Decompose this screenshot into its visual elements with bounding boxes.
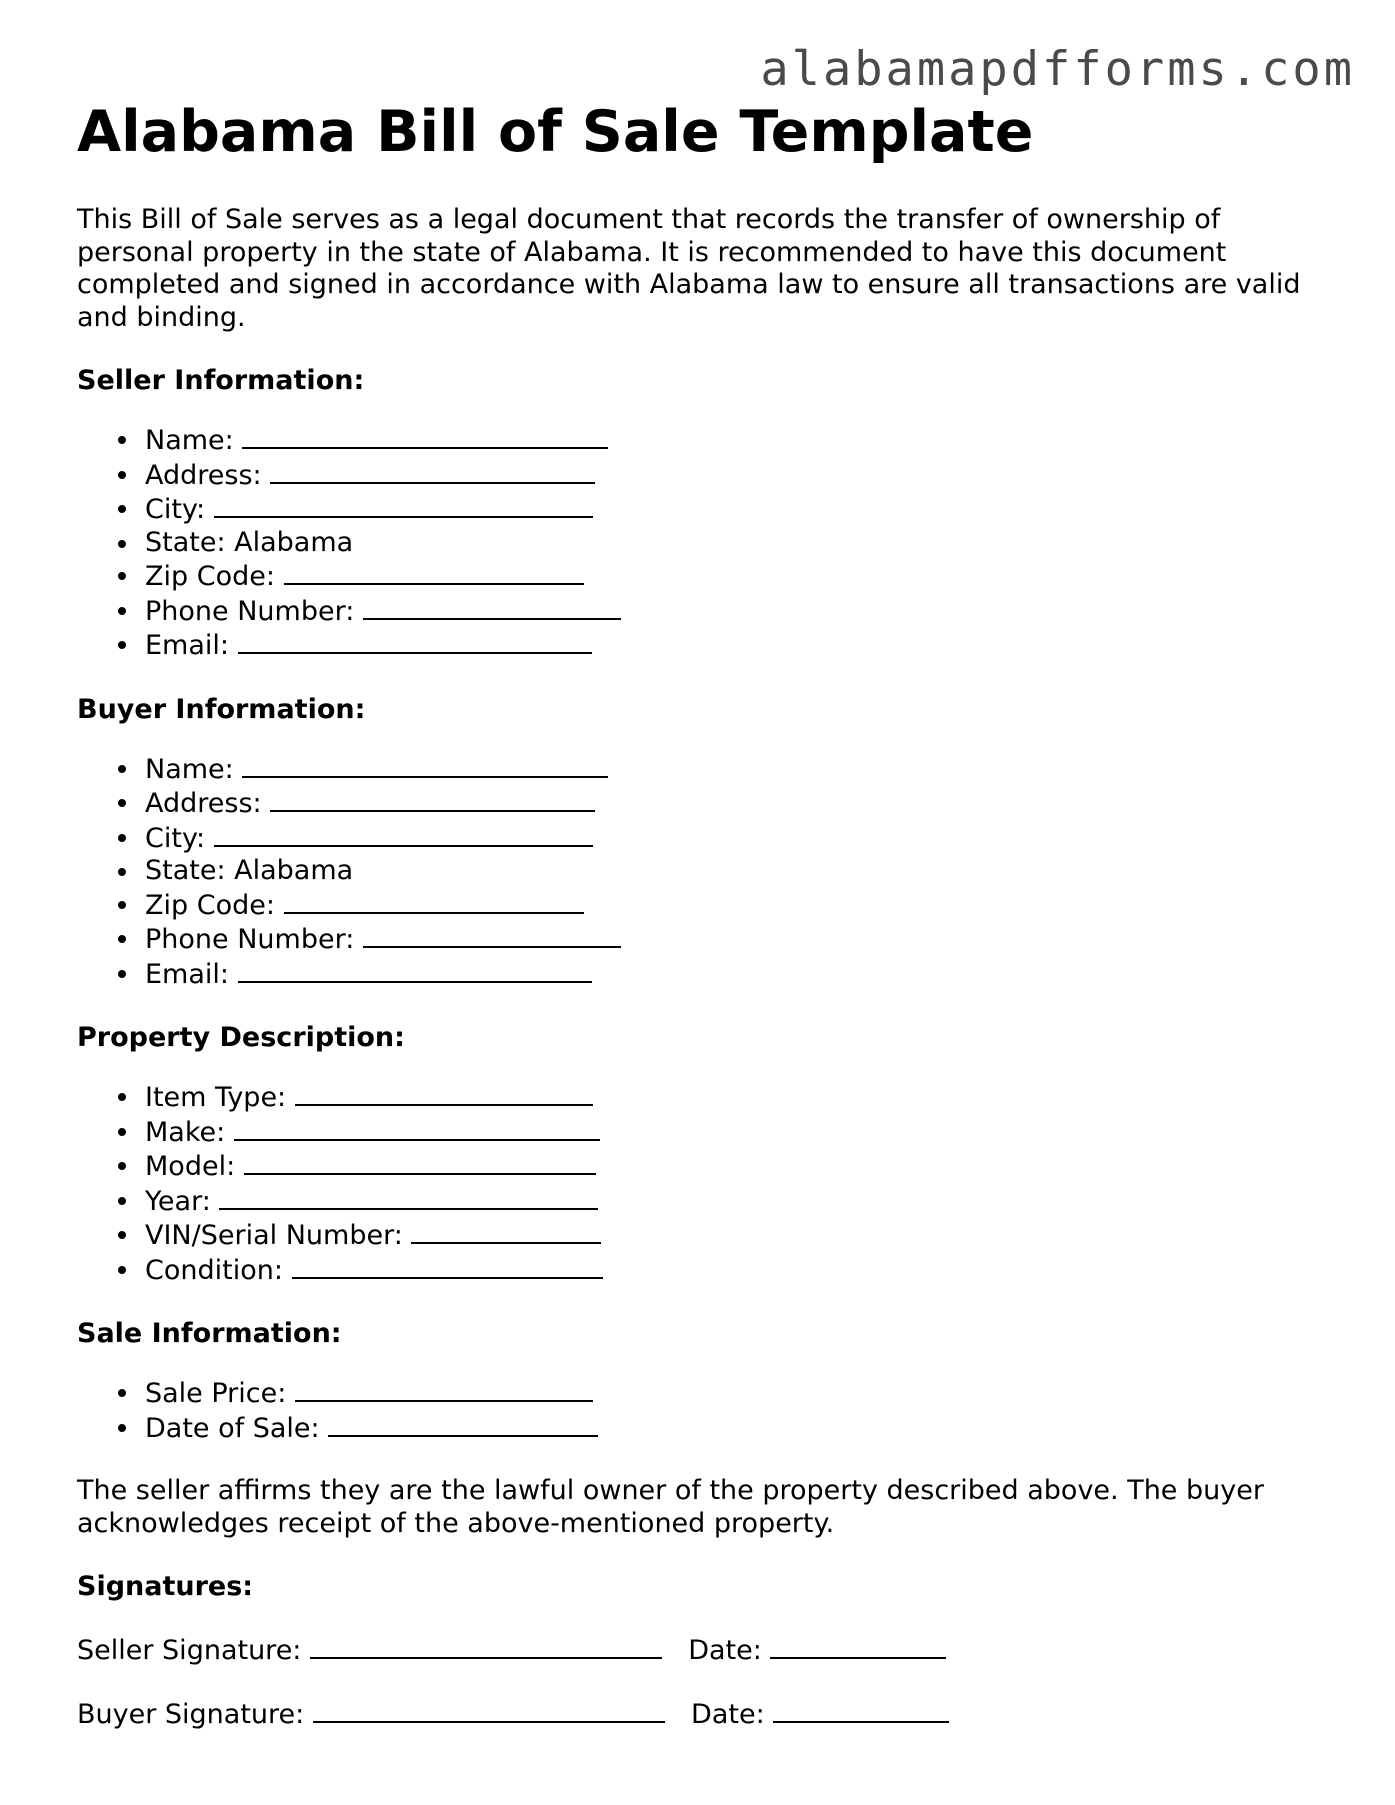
seller-zip-field	[145, 559, 1337, 594]
seller-address-blank[interactable]	[270, 458, 595, 484]
seller-name-blank[interactable]	[242, 423, 608, 449]
field-label: Year:	[145, 1185, 211, 1217]
property-make-field	[145, 1115, 1337, 1150]
seller-name-field	[145, 423, 1337, 458]
document-title: Alabama Bill of Sale Template	[77, 99, 1034, 165]
seller-address-field	[145, 458, 1337, 493]
buyer-fields-list	[77, 752, 1337, 992]
property-section-heading: Property Description:	[77, 1022, 405, 1053]
buyer-name-blank[interactable]	[242, 752, 608, 778]
field-label: Address:	[145, 788, 262, 819]
buyer-city-blank[interactable]	[214, 821, 593, 847]
buyer-email-blank[interactable]	[238, 957, 592, 983]
seller-date-blank[interactable]	[770, 1633, 946, 1659]
field-label: State: Alabama	[145, 855, 354, 886]
field-label: Phone Number:	[145, 595, 355, 627]
buyer-name-field	[145, 752, 1337, 787]
seller-date-label: Date:	[688, 1635, 762, 1666]
sale-price-blank[interactable]	[295, 1376, 593, 1402]
seller-fields-list	[77, 423, 1337, 663]
property-vin-field	[145, 1218, 1337, 1253]
buyer-email-field	[145, 957, 1337, 992]
buyer-phone-field	[145, 922, 1337, 957]
field-label: Name:	[145, 753, 234, 785]
buyer-signature-label: Buyer Signature:	[77, 1699, 305, 1730]
buyer-date-blank[interactable]	[773, 1697, 949, 1723]
buyer-address-blank[interactable]	[270, 786, 595, 812]
seller-phone-blank[interactable]	[363, 594, 621, 620]
property-fields-list	[77, 1080, 1337, 1287]
field-label: Zip Code:	[145, 889, 275, 921]
field-label: Condition:	[145, 1254, 283, 1286]
property-condition-field	[145, 1253, 1337, 1288]
buyer-zip-blank[interactable]	[284, 888, 584, 914]
seller-city-blank[interactable]	[214, 492, 593, 518]
sale-date-field	[145, 1411, 1337, 1446]
field-label: Item Type:	[145, 1082, 287, 1113]
field-label: Phone Number:	[145, 924, 355, 955]
seller-state-field	[145, 527, 1337, 560]
sale-section-heading: Sale Information:	[77, 1318, 342, 1349]
buyer-section-heading: Buyer Information:	[77, 693, 366, 725]
seller-city-field	[145, 492, 1337, 527]
buyer-signature-line	[77, 1697, 1337, 1731]
field-label: Sale Price:	[145, 1378, 287, 1409]
field-label: Email:	[145, 630, 230, 661]
field-label: State: Alabama	[145, 526, 354, 558]
buyer-date-label: Date:	[691, 1699, 765, 1730]
property-model-field	[145, 1149, 1337, 1184]
sale-price-field	[145, 1376, 1337, 1411]
seller-email-blank[interactable]	[238, 628, 592, 654]
ownership-statement: The seller affirms they are the lawful owner of the property described above. The buyer acknowledges receipt of the above-mentioned property.	[77, 1475, 1264, 1539]
field-label: Name:	[145, 425, 234, 456]
property-item-type-blank[interactable]	[295, 1080, 593, 1106]
property-year-field	[145, 1184, 1337, 1219]
buyer-city-field	[145, 821, 1337, 856]
sale-fields-list	[77, 1376, 1337, 1445]
field-label: Email:	[145, 958, 230, 990]
buyer-state-field	[145, 855, 1337, 888]
seller-zip-blank[interactable]	[284, 559, 584, 585]
seller-signature-line	[77, 1633, 1337, 1667]
signatures-section-heading: Signatures:	[77, 1571, 254, 1602]
seller-signature-label: Seller Signature:	[77, 1635, 302, 1666]
site-watermark: alabamapdfforms.com	[760, 42, 1355, 97]
property-make-blank[interactable]	[234, 1115, 600, 1141]
seller-email-field	[145, 628, 1337, 663]
bill-of-sale-document	[77, 96, 1337, 1731]
field-label: Make:	[145, 1116, 226, 1148]
property-vin-blank[interactable]	[411, 1218, 601, 1244]
field-label: VIN/Serial Number:	[145, 1220, 403, 1251]
sale-date-blank[interactable]	[328, 1411, 598, 1437]
seller-phone-field	[145, 594, 1337, 629]
buyer-phone-blank[interactable]	[363, 922, 621, 948]
field-label: Date of Sale:	[145, 1412, 320, 1444]
property-item-type-field	[145, 1080, 1337, 1115]
intro-paragraph: This Bill of Sale serves as a legal document that records the transfer of ownership of personal property in the state of Alabama. It is recommended to have this document completed and signed in accordance with Alabama law to ensure all transactions are valid and binding.	[77, 204, 1301, 333]
field-label: Address:	[145, 459, 262, 491]
buyer-address-field	[145, 786, 1337, 821]
property-year-blank[interactable]	[219, 1184, 598, 1210]
field-label: Zip Code:	[145, 561, 275, 592]
buyer-signature-blank[interactable]	[313, 1697, 665, 1723]
field-label: City:	[145, 494, 206, 525]
seller-signature-blank[interactable]	[310, 1633, 662, 1659]
property-condition-blank[interactable]	[292, 1253, 603, 1279]
seller-section-heading: Seller Information:	[77, 365, 365, 396]
field-label: City:	[145, 822, 206, 854]
buyer-zip-field	[145, 888, 1337, 923]
property-model-blank[interactable]	[244, 1149, 596, 1175]
field-label: Model:	[145, 1151, 236, 1182]
